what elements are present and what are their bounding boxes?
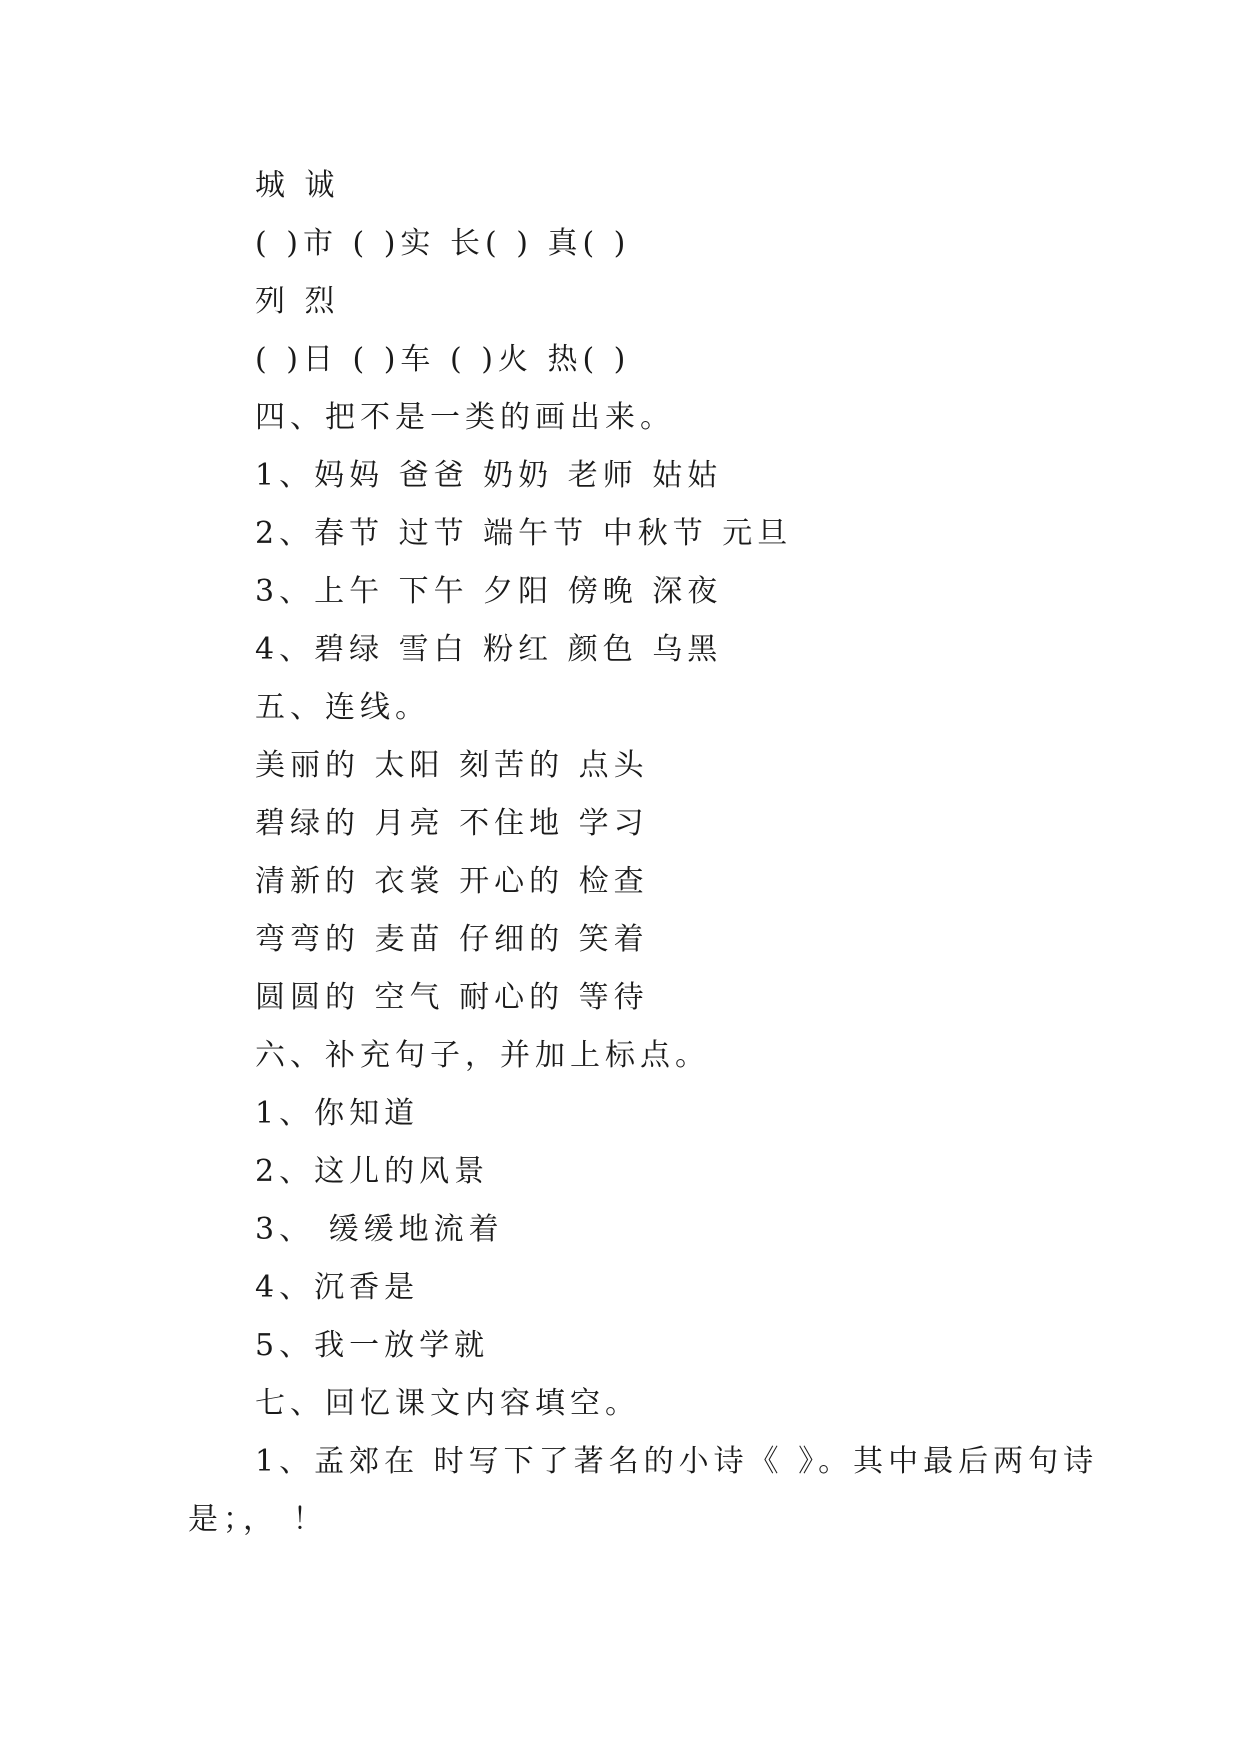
section-seven-heading: 七、回忆课文内容填空。 — [255, 1386, 640, 1421]
section-six-item-4: 4、沉香是 — [255, 1270, 420, 1305]
matching-row-3: 清新的 衣裳 开心的 检查 — [255, 864, 649, 899]
fill-blank-row-cheng: ( )市 ( )实 长( ) 真( ) — [255, 226, 631, 261]
section-six-heading: 六、补充句子，并加上标点。 — [255, 1038, 710, 1073]
matching-row-2: 碧绿的 月亮 不住地 学习 — [255, 806, 649, 841]
section-six-item-2: 2、这儿的风景 — [255, 1154, 490, 1189]
section-six-item-3: 3、 缓缓地流着 — [255, 1212, 504, 1247]
char-pair-lie: 列 烈 — [255, 284, 340, 319]
matching-row-1: 美丽的 太阳 刻苦的 点头 — [255, 748, 649, 783]
section-four-item-3: 3、上午 下午 夕阳 傍晚 深夜 — [255, 574, 723, 609]
section-seven-item-1: 1、孟郊在 时写下了著名的小诗《 》。其中最后两句诗 — [255, 1444, 1099, 1479]
section-four-item-4: 4、碧绿 雪白 粉红 颜色 乌黑 — [255, 632, 723, 667]
section-four-heading: 四、把不是一类的画出来。 — [255, 400, 675, 435]
section-six-item-1: 1、你知道 — [255, 1096, 420, 1131]
fill-blank-row-lie: ( )日 ( )车 ( )火 热( ) — [255, 342, 631, 377]
matching-row-5: 圆圆的 空气 耐心的 等待 — [255, 980, 649, 1015]
section-six-item-5: 5、我一放学就 — [255, 1328, 490, 1363]
section-seven-item-1-continuation: 是；， ！ — [188, 1502, 328, 1537]
matching-row-4: 弯弯的 麦苗 仔细的 笑着 — [255, 922, 649, 957]
section-four-item-1: 1、妈妈 爸爸 奶奶 老师 姑姑 — [255, 458, 723, 493]
section-four-item-2: 2、春节 过节 端午节 中秋节 元旦 — [255, 516, 793, 551]
section-five-heading: 五、连线。 — [255, 690, 430, 725]
char-pair-cheng: 城 诚 — [255, 168, 340, 203]
